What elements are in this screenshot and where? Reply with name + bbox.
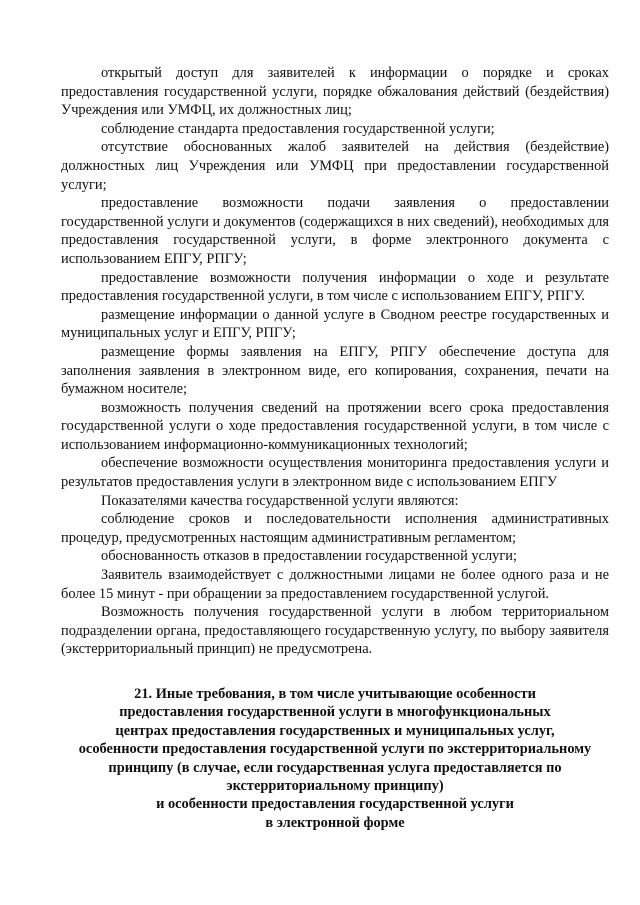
paragraph-standard-compliance: соблюдение стандарта предоставления государственной услуги; xyxy=(101,120,495,137)
section-heading xyxy=(61,685,609,832)
paragraph-progress-information: предоставление возможности получения информации о ходе и результате предоставления государственной услуги, в том числе с использованием ЕПГУ, РПГУ. xyxy=(61,269,609,305)
heading-line: и особенности предоставления государственной услуги xyxy=(156,796,514,813)
paragraph-no-complaints: отсутствие обоснованных жалоб заявителей на действия (бездействие) должностных лиц Учреждения или УМФЦ при предоставлении государственной услуги; xyxy=(61,139,609,193)
paragraph-extraterritorial: Возможность получения государственной услуги в любом территориальном подразделении органа, предоставляющего государственную услугу, по выбору заявителя (экстерриториальный принцип) не предусмотрена. xyxy=(61,604,609,658)
heading-line: принципу (в случае, если государственная услуга предоставляется по xyxy=(108,759,562,776)
paragraph-quality-indicators: Показателями качества государственной услуги являются: xyxy=(101,492,459,509)
paragraph-form-placement: размещение формы заявления на ЕПГУ, РПГУ обеспечение доступа для заполнения заявления в электронном виде, его копирования, сохранения, печати на бумажном носителе; xyxy=(61,343,609,398)
heading-line: экстерриториальному принципу) xyxy=(226,778,444,795)
paragraph-status-tracking: возможность получения сведений на протяжении всего срока предоставления государственной услуги о ходе предоставления государственной услуги, в том числе с использованием информационно-коммуникационных технологий; xyxy=(61,399,609,453)
paragraph-deadline-compliance: соблюдение сроков и последовательности исполнения административных процедур, предусмотренных настоящим административным регламентом; xyxy=(61,511,609,546)
paragraph-monitoring: обеспечение возможности осуществления мониторинга предоставления услуги и результатов предоставления услуги в электронном виде с использованием ЕПГУ xyxy=(61,455,609,491)
paragraph-refusal-justification: обоснованность отказов в предоставлении государственной услуги; xyxy=(101,548,517,565)
paragraph-public-access: открытый доступ для заявителей к информации о порядке и сроках предоставления государственной услуги, порядке обжалования действий (бездействия) Учреждения или УМФЦ, их должностных лиц; xyxy=(61,65,609,119)
heading-line: 21. Иные требования, в том числе учитывающие особенности xyxy=(134,686,536,702)
paragraph-interaction-limit: Заявитель взаимодействует с должностными лицами не более одного раза и не более 15 минут - при обращении за предоставлением государственной услугой. xyxy=(61,567,609,602)
paragraph-registry-publication: размещение информации о данной услуге в Сводном реестре государственных и муниципальных услуг и ЕПГУ, РПГУ; xyxy=(61,306,609,342)
heading-line: центрах предоставления государственных и муниципальных услуг, xyxy=(115,722,555,739)
heading-line: предоставления государственной услуги в многофункциональных xyxy=(119,704,551,721)
heading-line: в электронной форме xyxy=(265,814,405,831)
body-text xyxy=(61,64,609,659)
paragraph-electronic-submission: предоставление возможности подачи заявления о предоставлении государственной услуги и документов (содержащихся в них сведений), необходимых для предоставления государственной услуги, в форме электронного документа с использованием ЕПГУ, РПГУ; xyxy=(61,195,609,267)
heading-line: особенности предоставления государственной услуги по экстерриториальному xyxy=(78,741,592,758)
